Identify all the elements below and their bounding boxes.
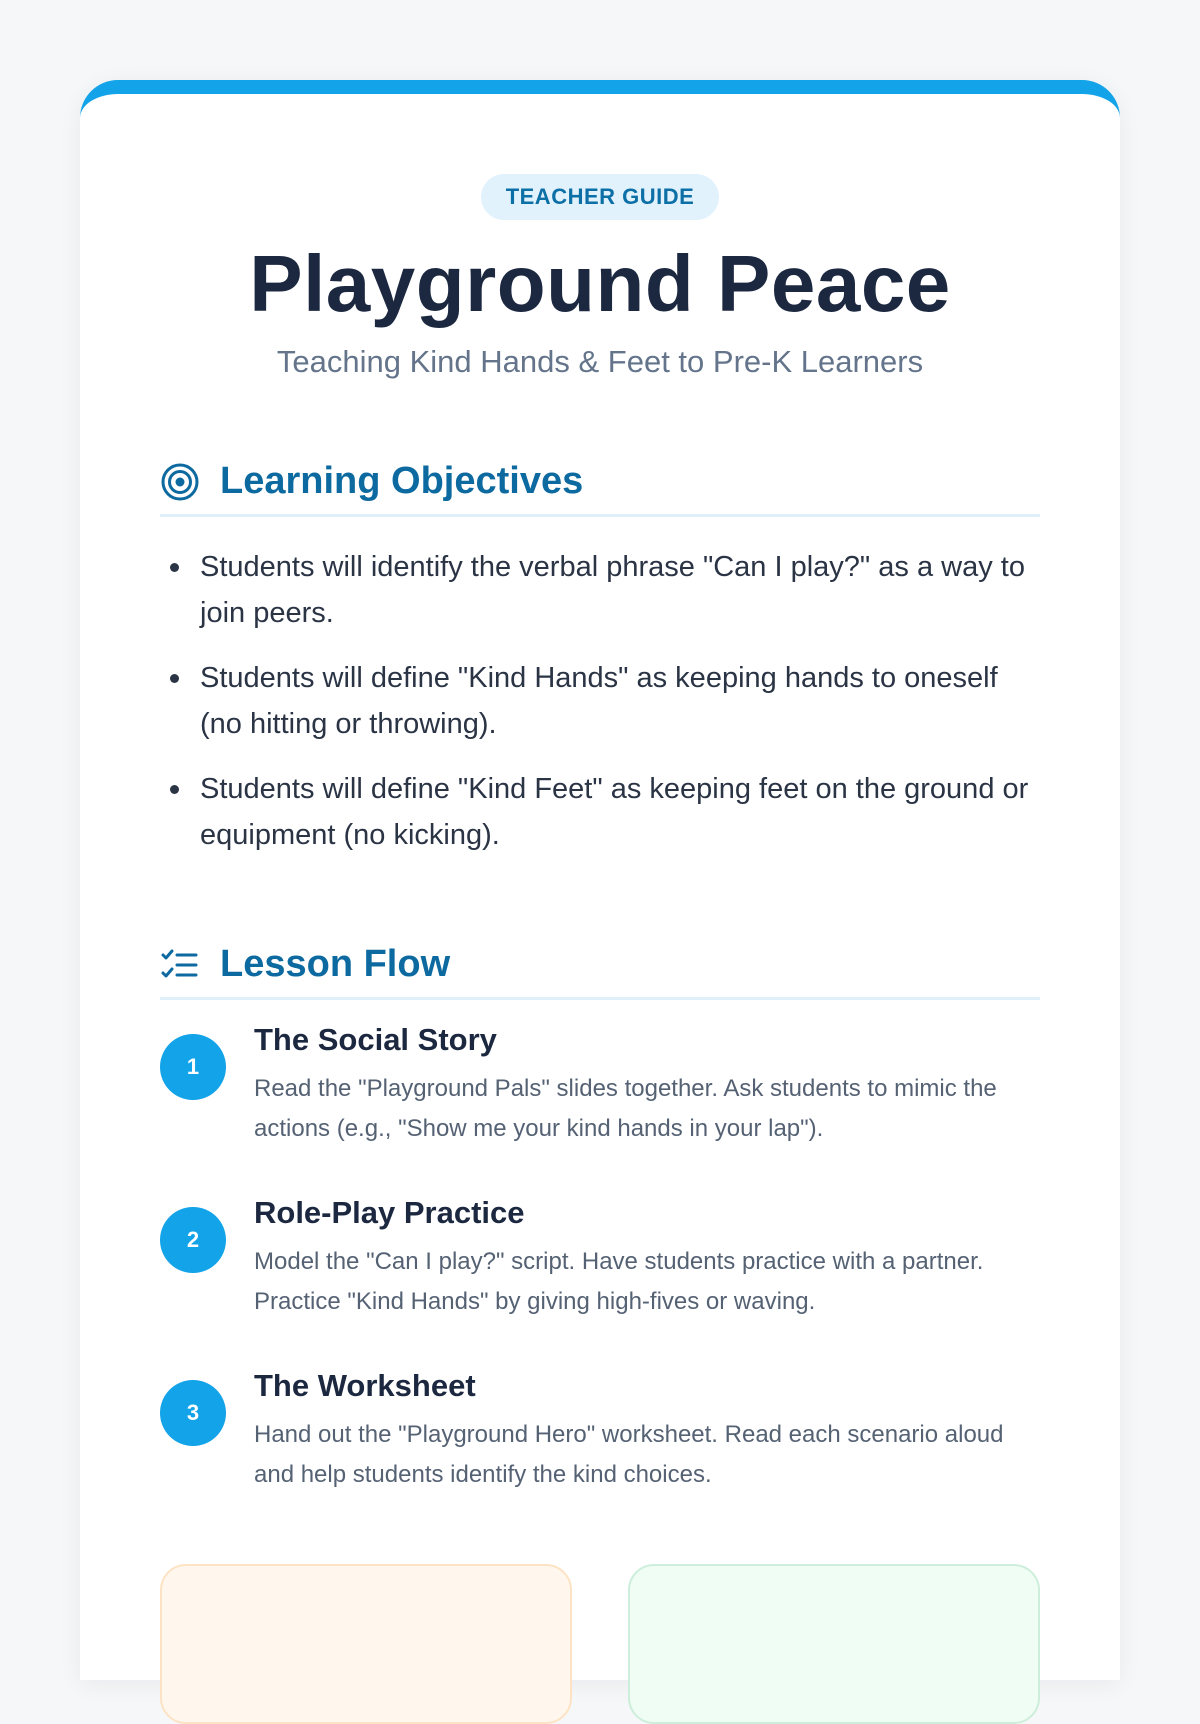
step-description: Hand out the "Playground Hero" worksheet. Read each scenario aloud and help students identify the kind choices. (254, 1421, 1004, 1488)
lesson-step (160, 1365, 1040, 1538)
lesson-flow-heading: Lesson Flow (220, 943, 451, 985)
step-number-badge: 1 (160, 1034, 226, 1100)
target-icon (160, 462, 200, 502)
objective-item: Students will define "Kind Hands" as keeping hands to oneself (no hitting or throwing). (160, 655, 1040, 747)
step-description: Model the "Can I play?" script. Have students practice with a partner. Practice "Kind Hands" by giving high-fives or waving. (254, 1248, 984, 1315)
tip-box-orange (160, 1564, 572, 1724)
lesson-step (160, 1192, 1040, 1365)
objective-item: Students will define "Kind Feet" as keeping feet on the ground or equipment (no kicking). (160, 766, 1040, 858)
step-title: The Social Story (254, 1022, 497, 1057)
page-subtitle: Teaching Kind Hands & Feet to Pre-K Learners (276, 344, 924, 379)
objectives-section-header (160, 449, 1040, 517)
step-number-badge: 2 (160, 1207, 226, 1273)
lesson-flow-section-header (160, 932, 1040, 1000)
objectives-heading: Learning Objectives (220, 460, 584, 502)
step-description: Read the "Playground Pals" slides together. Ask students to mimic the actions (e.g., "Show me your kind hands in your lap"). (254, 1075, 997, 1142)
tip-box-green (628, 1564, 1040, 1724)
lesson-step (160, 1019, 1040, 1192)
checklist-icon (160, 945, 200, 985)
lesson-steps (160, 1019, 1040, 1538)
objective-item: Students will identify the verbal phrase "Can I play?" as a way to join peers. (160, 544, 1040, 636)
page-title: Playground Peace (249, 239, 951, 328)
objectives-list (160, 544, 1040, 877)
guide-card (80, 80, 1120, 1680)
step-title: The Worksheet (254, 1368, 476, 1403)
step-number-badge: 3 (160, 1380, 226, 1446)
teacher-guide-badge: TEACHER GUIDE (481, 174, 719, 220)
step-title: Role-Play Practice (254, 1195, 525, 1230)
